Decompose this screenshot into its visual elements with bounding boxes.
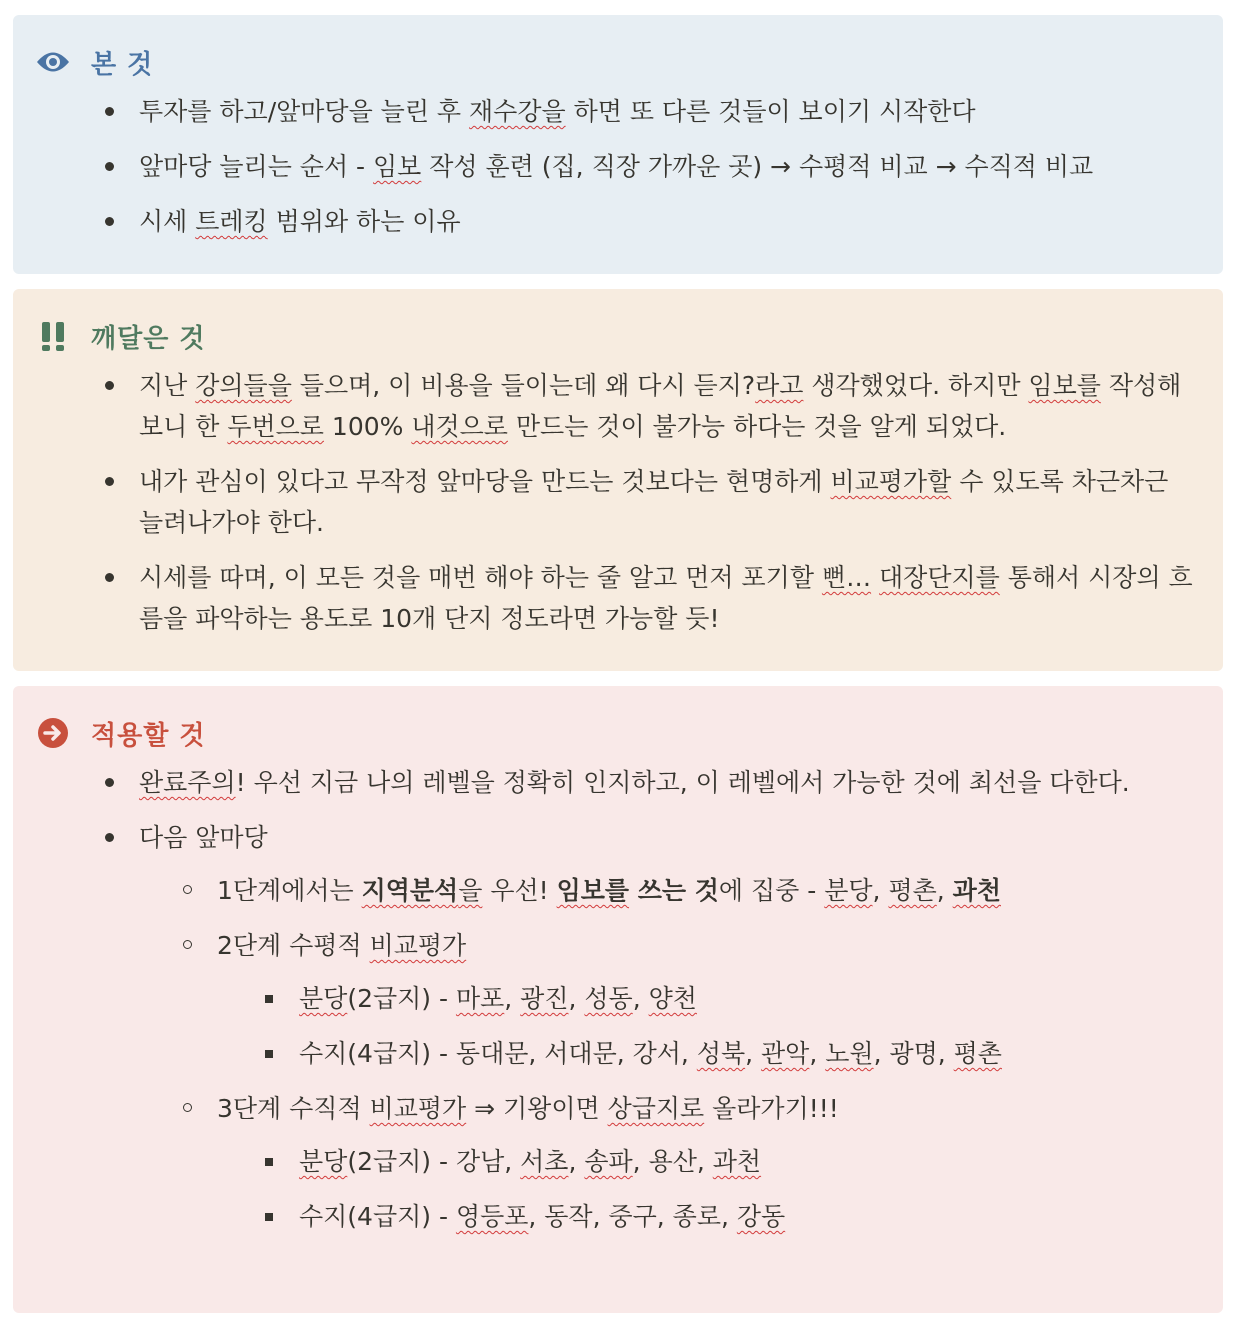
list-item: 시세 트레킹 범위와 하는 이유 <box>105 201 1195 242</box>
callout-realized-title: 깨달은 것 <box>91 323 206 354</box>
list-item: 3단계 수직적 비교평가 ⇒ 기왕이면 상급지로 올라가기!!! 분당(2급지) - 강남, 서초, 송파, 용산, 과천 수지(4급지) - 영등포, 동작, 중구, 종로, 강동 <box>183 1088 1195 1237</box>
realized-list <box>105 365 1195 653</box>
list-item: 분당(2급지) - 마포, 광진, 성동, 양천 <box>265 978 1195 1019</box>
arrow-circle-right-icon <box>35 716 71 750</box>
list-item: 투자를 하고/앞마당을 늘린 후 재수강을 하면 또 다른 것들이 보이기 시작한다 <box>105 91 1195 132</box>
list-item: 2단계 수평적 비교평가 분당(2급지) - 마포, 광진, 성동, 양천 수지(4급지) - 동대문, 서대문, 강서, 성북, 관악, 노원, 광명, 평촌 <box>183 925 1195 1074</box>
list-item: 분당(2급지) - 강남, 서초, 송파, 용산, 과천 <box>265 1141 1195 1182</box>
callout-seen-header <box>35 45 153 79</box>
list-item: 수지(4급지) - 영등포, 동작, 중구, 종로, 강동 <box>265 1196 1195 1237</box>
list-item: 다음 앞마당 1단계에서는 지역분석을 우선! 임보를 쓰는 것에 집중 - 분당, 평촌, 과천 2단계 수평적 비교평가 분당(2급지) - 마포, 광진, 성동, 양천 수지(4급지) - 동대문, 서대문, 강서, 성북, 관악, 노원, 광명, 평촌 3단계 수직적 비교평가 ⇒ 기왕이면 상급지로 올라가기!!! 분당(2급지) - 강남, 서초, 송파, 용산, 과천 수지(4급지) - 영등포, 동작, 중구, 종로, 강동 <box>105 817 1195 1237</box>
eye-icon <box>35 45 71 79</box>
sub-list <box>183 870 1195 1237</box>
sub-sub-list <box>265 978 1195 1074</box>
apply-list <box>105 762 1195 1251</box>
callout-apply <box>13 686 1223 1313</box>
callout-apply-header <box>35 716 206 750</box>
callout-seen-title: 본 것 <box>91 49 154 80</box>
callout-apply-title: 적용할 것 <box>91 720 206 751</box>
seen-list <box>105 91 1195 256</box>
double-exclamation-icon <box>35 319 71 353</box>
callout-realized <box>13 289 1223 671</box>
list-item: 내가 관심이 있다고 무작정 앞마당을 만드는 것보다는 현명하게 비교평가할 수 있도록 차근차근 늘려나가야 한다. <box>105 461 1195 543</box>
callout-seen <box>13 15 1223 274</box>
list-item: 앞마당 늘리는 순서 - 임보 작성 훈련 (집, 직장 가까운 곳) → 수평적 비교 → 수직적 비교 <box>105 146 1195 187</box>
list-item: 지난 강의들을 들으며, 이 비용을 들이는데 왜 다시 듣지?라고 생각했었다. 하지만 임보를 작성해보니 한 두번으로 100% 내것으로 만드는 것이 불가능 하다는 것을 알게 되었다. <box>105 365 1195 447</box>
list-item: 완료주의! 우선 지금 나의 레벨을 정확히 인지하고, 이 레벨에서 가능한 것에 최선을 다한다. <box>105 762 1195 803</box>
list-item: 시세를 따며, 이 모든 것을 매번 해야 하는 줄 알고 먼저 포기할 뻔… 대장단지를 통해서 시장의 흐름을 파악하는 용도로 10개 단지 정도라면 가능할 듯! <box>105 557 1195 639</box>
callout-realized-header <box>35 319 206 353</box>
list-item: 수지(4급지) - 동대문, 서대문, 강서, 성북, 관악, 노원, 광명, 평촌 <box>265 1033 1195 1074</box>
sub-sub-list <box>265 1141 1195 1237</box>
list-item: 1단계에서는 지역분석을 우선! 임보를 쓰는 것에 집중 - 분당, 평촌, 과천 <box>183 870 1195 911</box>
